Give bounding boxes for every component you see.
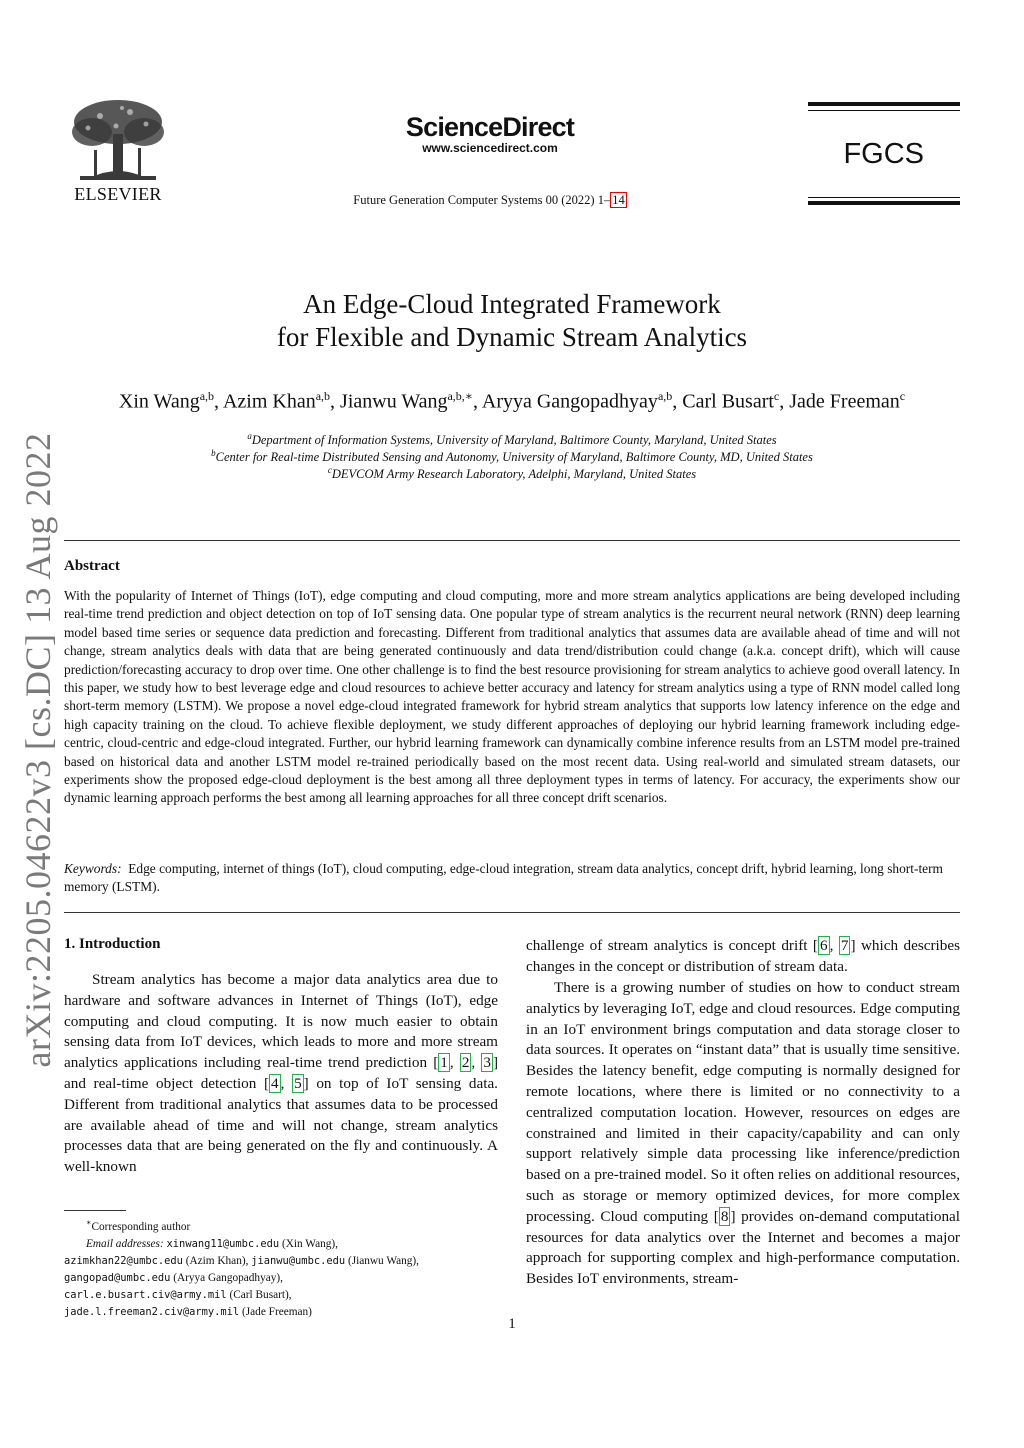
author-affil-sup: c (773, 389, 780, 403)
corresponding-author-note (64, 1214, 504, 1236)
paper-title (112, 288, 912, 354)
arxiv-stamp-text: arXiv:2205.04622v3 [cs.DC] 13 Aug 2022 (18, 432, 58, 1068)
author-list: Xin Wang$^{a,b}$, Azim Khan$^{a,b}$, Jianwu Wang$^{a,b,∗}$, Aryya Gangopadhyay$^{a,b}$, Carl Busart$^c$, Jade Freeman$^c$ (118, 389, 906, 413)
abstract-bottom-rule (64, 912, 960, 913)
affiliation-text: Department of Information Systems, University of Maryland, Baltimore County, Maryland, United States (251, 433, 777, 448)
journal-info: Future Generation Computer Systems 00 (2022) 1– (353, 193, 611, 207)
author-affil-sup: a,b (315, 389, 331, 403)
affiliation-b (112, 448, 912, 465)
author-affil-sup: a,b (657, 389, 673, 403)
body-text: ] provides on-demand computational resources for data analytics over the Internet and becomes a major approach for supporting complex and high-performance computation. Besides IoT environments, stream- (526, 1207, 960, 1288)
email-line (64, 1270, 504, 1287)
keywords (64, 860, 960, 897)
page-number: 1 (508, 1316, 516, 1332)
citation-link[interactable]: 6 (820, 937, 828, 954)
intro-paragraph-1: Stream analytics has become a major data analytics area due to hardware and software advances in Internet of Things (IoT), edge computing and cloud computing. It is now much easier to obtain sensing data from IoT devices, which leads to more and more stream analytics applications including real-time trend prediction [ 1 , 2 , 3 ] and real-time object detection [ 4 , 5 ] on top of IoT sensing data. Different from traditional analytics that assumes data to be processed are available ahead of time and will not change, stream analytics processes data that are being generated on the fly and continuously. A well-known (64, 971, 499, 1176)
publisher-name: ELSEVIER (74, 184, 162, 204)
email-owner: (Carl Busart), (229, 1288, 292, 1301)
body-text: ] which describes changes in the concept or distribution of stream data. (526, 937, 961, 975)
intro-paragraph-1-cont: challenge of stream analytics is concept drift [ 6 , 7 ] which describes changes in the concept or distribution of stream data. (526, 937, 961, 975)
author-affil-sup: a,b (199, 389, 215, 403)
elsevier-logo (62, 98, 174, 208)
keywords-label: Keywords: (64, 861, 122, 876)
affiliation-a (112, 431, 912, 448)
elsevier-tree-icon (70, 98, 166, 184)
email-link[interactable]: xinwang11@umbc.edu (166, 1237, 280, 1250)
author-name: Carl Busart (682, 390, 774, 413)
email-link[interactable]: gangopad@umbc.edu (64, 1271, 171, 1284)
masthead-rule-bottom-thick (808, 201, 960, 205)
body-text: There is a growing number of studies on how to conduct stream analytics by leveraging IoT, edge and cloud resources. Edge computing in an IoT environment brings computation and data storage closer to data sources. It operates on “instant data” that is usually time sensitive. Besides the latency benefit, edge computing is normally designed for remote locations, where there is limited or no connectivity to a centralized computation location. However, resources on edges are constrained and limited in their capacity/capability and can only support relatively simple data processing like inference/prediction based on a pre-trained model. So it often relies on additional resources, such as storage or memory optimized devices, for more complex processing. Cloud computing [ (526, 979, 960, 1225)
affiliation-c (112, 465, 912, 482)
last-page-link[interactable]: 14 (612, 193, 625, 207)
citation-link[interactable]: 1 (440, 1054, 448, 1072)
arxiv-side-stamp (8, 432, 68, 1068)
body-text: Stream analytics has become a major data analytics area due to hardware and software advances in Internet of Things (IoT), edge computing and cloud computing. It is now much easier to obtain sensing data from IoT devices, which leads to more and more stream analytics applications including real-time trend prediction [ (64, 971, 498, 1072)
author-name: Azim Khan (222, 390, 316, 413)
sciencedirect-url: www.sciencedirect.com (422, 141, 558, 155)
journal-abbrev: FGCS (843, 138, 924, 170)
email-link[interactable]: jianwu@umbc.edu (251, 1254, 346, 1267)
footnote (64, 1214, 504, 1321)
email-owner: (Xin Wang), (281, 1237, 338, 1250)
email-line (64, 1253, 504, 1270)
author-affil-sup: a,b,∗ (447, 389, 473, 403)
affiliation-text: Center for Real-time Distributed Sensing and Autonomy, University of Maryland, Baltimore County, MD, United States (215, 450, 813, 465)
email-line (64, 1287, 504, 1304)
masthead-rule-top-thick (808, 102, 960, 106)
body-text: ] and real-time object detection [ (64, 1054, 499, 1092)
author-name: Aryya Gangopadhyay (481, 390, 658, 413)
journal-line (260, 193, 720, 208)
sciencedirect-logo (320, 112, 660, 155)
footnote-text: Corresponding author (91, 1220, 191, 1233)
affiliation-text: DEVCOM Army Research Laboratory, Adelphi, Maryland, United States (331, 467, 697, 482)
citation-link[interactable]: 3 (483, 1054, 491, 1072)
email-owner: (Azim Khan), (185, 1254, 249, 1267)
email-owner: (Jade Freeman) (242, 1305, 312, 1318)
title-line-2: for Flexible and Dynamic Stream Analytics (276, 322, 748, 352)
affiliation-sup: c (327, 465, 332, 475)
citation-link[interactable]: 4 (271, 1074, 279, 1092)
citation-link[interactable]: 7 (840, 937, 849, 954)
email-link[interactable]: jade.l.freeman2.civ@army.mil (64, 1305, 240, 1318)
email-owner: (Aryya Gangopadhyay), (173, 1271, 283, 1284)
affiliation-sup: a (247, 431, 252, 441)
email-line (64, 1304, 504, 1321)
email-link[interactable]: azimkhan22@umbc.edu (64, 1254, 183, 1267)
citation-link[interactable]: 8 (720, 1207, 729, 1225)
body-text: ] on top of IoT sensing data. Different from traditional analytics that assumes data to be processed are available ahead of time and will not change, stream analytics processes data that are being generated on the fly and continuously. A well-known (64, 1074, 498, 1176)
citation-link[interactable]: 2 (461, 1054, 470, 1072)
abstract-top-rule (64, 540, 960, 541)
author-name: Jianwu Wang (340, 390, 448, 413)
body-text: challenge of stream analytics is concept drift [ (526, 937, 818, 954)
email-line (64, 1236, 504, 1253)
masthead-rule-top-thin (808, 110, 960, 111)
author-affil-sup: c (899, 389, 906, 403)
keywords-text: Edge computing, internet of things (IoT), cloud computing, edge-cloud integration, stream data analytics, concept drift, hybrid learning, long short-term memory (LSTM). (64, 861, 943, 895)
email-owner: (Jianwu Wang), (347, 1254, 419, 1267)
footnote-marker: ∗ (86, 1218, 92, 1227)
abstract-heading: Abstract (64, 558, 120, 574)
author-name: Xin Wang (118, 390, 200, 413)
masthead-rule-bottom-thin (808, 197, 960, 198)
citation-link[interactable]: 5 (294, 1074, 302, 1092)
email-link[interactable]: carl.e.busart.civ@army.mil (64, 1288, 227, 1301)
affiliation-sup: b (211, 448, 216, 458)
author-name: Jade Freeman (789, 390, 900, 413)
section-heading-introduction: 1. Introduction (64, 936, 161, 952)
intro-paragraph-2 (526, 978, 960, 1290)
sciencedirect-name: ScienceDirect (405, 112, 575, 142)
abstract-text: With the popularity of Internet of Things (IoT), edge computing and cloud computing, more and more stream analytics applications are being developed including real-time trend prediction and object detection on top of IoT sensing data. One popular type of stream analytics is the recurrent neural network (RNN) deep learning model based time series or sequence data prediction and forecasting. Different from traditional analytics that assumes data are available ahead of time and will not change, stream analytics deals with data that are being generated continuously and data trend/distribution could change (a.k.a. concept drift), which will cause prediction/forecasting accuracy to drop over time. One other challenge is to find the best resource provisioning for stream analytics to achieve good overall latency. In this paper, we study how to best leverage edge and cloud resources to achieve better accuracy and latency for stream analytics using a type of RNN model called long short-term memory (LSTM). We propose a novel edge-cloud integrated framework for hybrid stream analytics that supports low latency inference on the edge and high capacity training on the cloud. To achieve flexible deployment, we study different approaches of deploying our hybrid learning framework including edge-centric, cloud-centric and edge-cloud integrated. Further, our hybrid learning framework can dynamically combine inference results from an LSTM model pre-trained based on historical data and another LSTM model re-trained periodically based on the most recent data. Using real-world and simulated stream datasets, our experiments show the proposed edge-cloud deployment is the best among all three deployment types in terms of latency. For accuracy, the experiments show our dynamic learning approach performs the best among all learning approaches for all three concept drift scenarios. (64, 588, 960, 806)
title-line-1: An Edge-Cloud Integrated Framework (303, 289, 721, 319)
footnote-rule (64, 1210, 126, 1211)
email-label: Email addresses: (86, 1237, 164, 1250)
